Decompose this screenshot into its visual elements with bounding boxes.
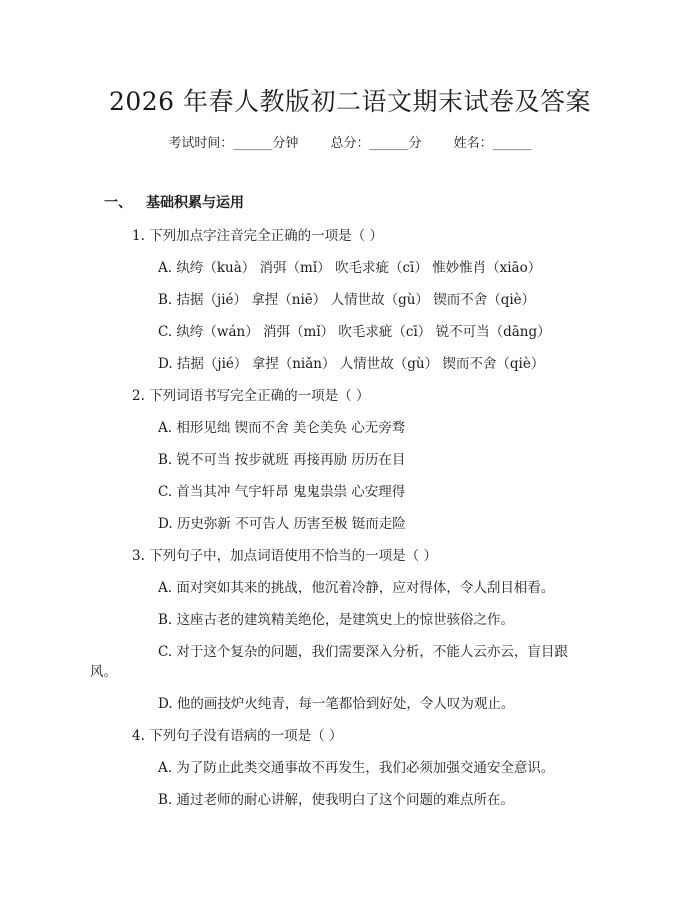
q1-option-d: D. 拮据（jié） 拿捏（niǎn） 人情世故（gù） 锲而不舍（qiè）: [158, 356, 545, 372]
q4-option-b: B. 通过老师的耐心讲解，使我明白了这个问题的难点所在。: [158, 792, 515, 808]
exam-score: 总分：______分: [330, 136, 422, 151]
q3-option-a: A. 面对突如其来的挑战，他沉着冷静，应对得体，令人刮目相看。: [158, 580, 555, 596]
question-4: 4. 下列句子没有语病的一项是（ ）: [132, 728, 343, 744]
q1-option-b: B. 拮据（jié） 拿捏（niē） 人情世故（gù） 锲而不舍（qiè）: [158, 292, 536, 308]
q3-option-c-continued: 风。: [90, 664, 117, 680]
exam-meta: [0, 132, 700, 151]
q2-option-d: D. 历史弥新 不可告人 历害至极 铤而走险: [158, 516, 406, 532]
q1-option-a: A. 纨绔（kuà） 消弭（mǐ） 吹毛求疵（cī） 惟妙惟肖（xiāo）: [158, 260, 542, 276]
q2-option-b: B. 锐不可当 按步就班 再接再励 历历在目: [158, 452, 406, 468]
question-3: 3. 下列句子中，加点词语使用不恰当的一项是（ ）: [132, 548, 437, 564]
q3-option-b: B. 这座古老的建筑精美绝伦，是建筑史上的惊世骇俗之作。: [158, 612, 515, 628]
question-2: 2. 下列词语书写完全正确的一项是（ ）: [132, 388, 370, 404]
q4-option-a: A. 为了防止此类交通事故不再发生，我们必须加强交通安全意识。: [158, 760, 555, 776]
q2-option-a: A. 相形见绌 锲而不舍 美仑美奂 心无旁骛: [158, 420, 406, 436]
q2-option-c: C. 首当其冲 气宇轩昂 鬼鬼祟祟 心安理得: [158, 484, 406, 500]
q1-option-c: C. 纨绔（wán） 消弭（mǐ） 吹毛求疵（cī） 锐不可当（dāng）: [158, 324, 551, 340]
q3-option-d: D. 他的画技炉火纯青，每一笔都恰到好处，令人叹为观止。: [158, 696, 515, 712]
section-heading: [104, 192, 244, 212]
exam-time: 考试时间：______分钟: [168, 136, 299, 151]
question-1: 1. 下列加点字注音完全正确的一项是（ ）: [132, 228, 383, 244]
section-number: 一、: [104, 195, 132, 211]
page-title: 2026 年春人教版初二语文期末试卷及答案: [108, 87, 592, 116]
student-name: 姓名：______: [453, 136, 532, 151]
q3-option-c: C. 对于这个复杂的问题，我们需要深入分析，不能人云亦云，盲目跟: [158, 644, 568, 660]
section-label: 基础积累与运用: [146, 195, 244, 211]
